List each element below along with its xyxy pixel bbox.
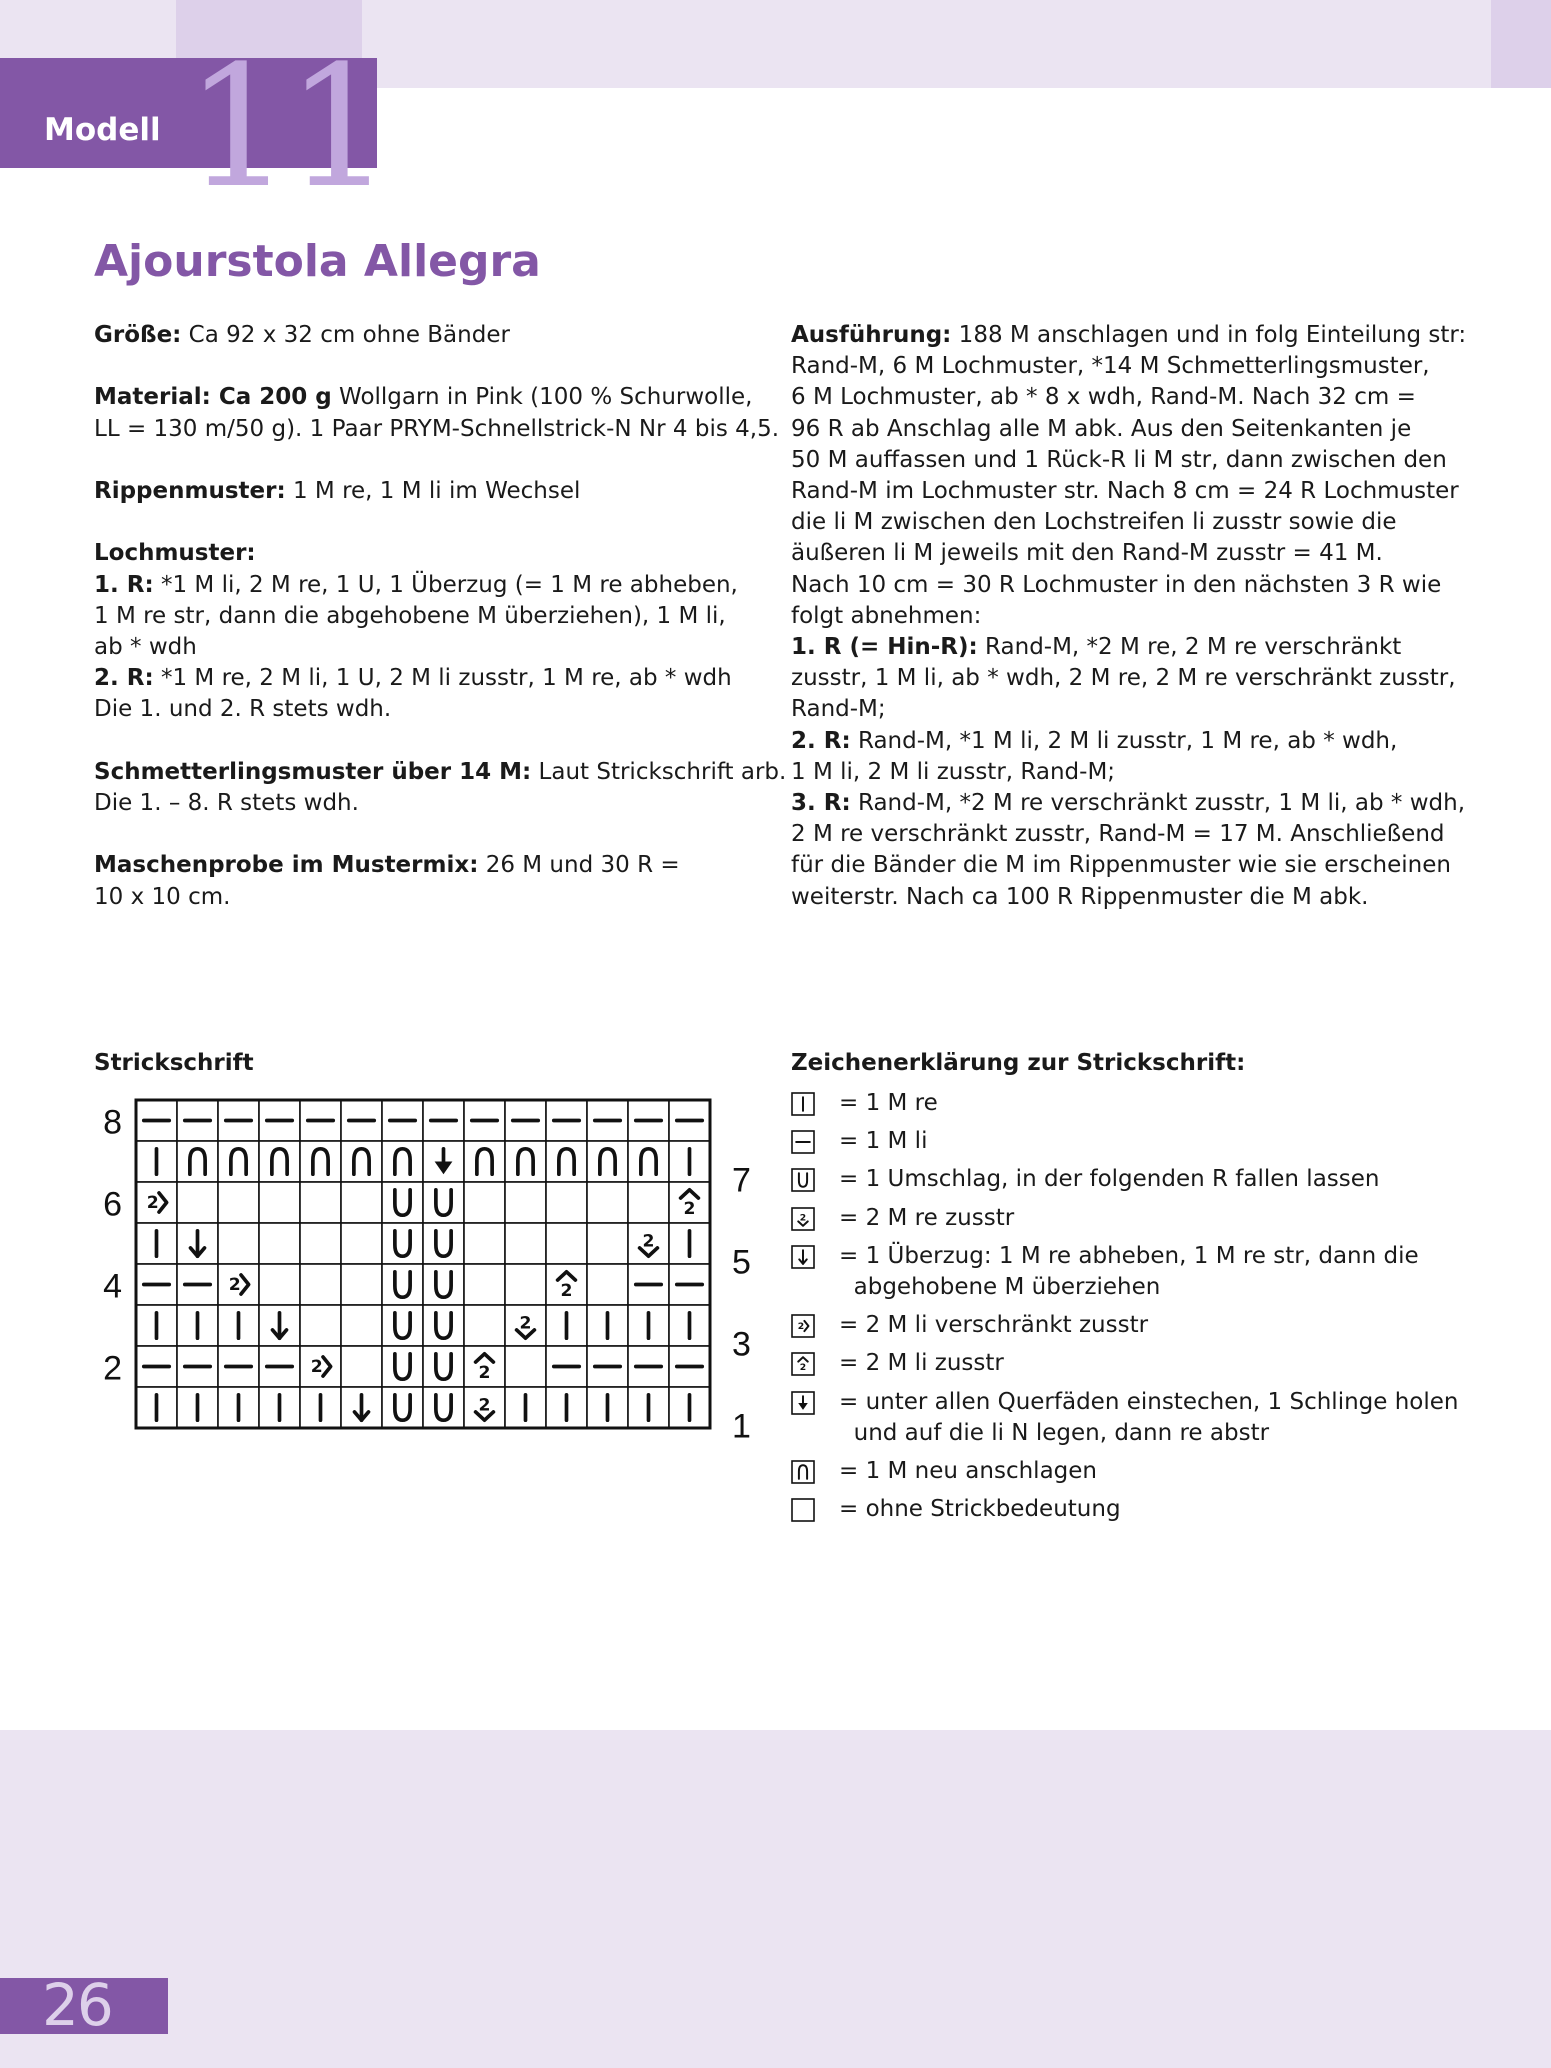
chart-cell	[259, 1182, 300, 1223]
chart-cell	[218, 1264, 259, 1305]
chart-cell	[464, 1141, 505, 1182]
chart-cell	[628, 1387, 669, 1428]
legend-symbol-icon	[791, 1207, 815, 1231]
text-run: Nach 10 cm = 30 R Lochmuster in den nächsten 3 R wie	[791, 571, 1442, 598]
text-line	[791, 726, 1466, 757]
text-run: Wollgarn in Pink (100 % Schurwolle,	[331, 384, 753, 411]
chart-cell	[505, 1141, 546, 1182]
text-line	[791, 757, 1466, 788]
text-line	[791, 663, 1466, 694]
chart-cell	[464, 1264, 505, 1305]
chart-cell	[382, 1223, 423, 1264]
text-line	[791, 632, 1466, 663]
chart-cell	[628, 1182, 669, 1223]
chart-cell	[218, 1182, 259, 1223]
bold-label: Material: Ca 200 g	[94, 384, 332, 411]
chart-cell	[136, 1182, 177, 1223]
chart-cell	[382, 1346, 423, 1387]
row-number-label: 3	[732, 1325, 751, 1364]
chart-cell	[423, 1264, 464, 1305]
legend-item	[791, 1494, 1511, 1525]
chart-cell	[300, 1387, 341, 1428]
text-run: 10 x 10 cm.	[94, 883, 231, 910]
chart-cell	[546, 1387, 587, 1428]
text-run: 2 M re verschränkt zusstr, Rand-M = 17 M. Anschließend	[791, 821, 1445, 848]
legend-item	[791, 1387, 1511, 1449]
chart-cell	[218, 1387, 259, 1428]
chart-cell	[669, 1305, 710, 1346]
chart-cell	[464, 1305, 505, 1346]
legend-symbol-icon	[791, 1391, 815, 1415]
text-line	[94, 538, 786, 569]
text-run: *1 M li, 2 M re, 1 U, 1 Überzug (= 1 M re abheben,	[153, 571, 738, 598]
chart-cell	[423, 1223, 464, 1264]
text-line	[94, 570, 786, 601]
spacer	[94, 819, 786, 850]
text-line	[791, 507, 1466, 538]
legend-title: Zeichenerklärung zur Strickschrift:	[791, 1050, 1246, 1076]
chart-cell	[300, 1346, 341, 1387]
text-line	[791, 382, 1466, 413]
row-number-label: 6	[103, 1185, 122, 1224]
chart-svg	[90, 1090, 780, 1438]
legend-text: = 2 M re zusstr	[839, 1204, 1015, 1231]
text-run: 1 M li, 2 M li zusstr, Rand-M;	[791, 758, 1116, 785]
chart-cell	[587, 1264, 628, 1305]
text-line	[94, 788, 786, 819]
chart-cell	[136, 1141, 177, 1182]
text-line	[791, 476, 1466, 507]
row-number-label: 8	[103, 1103, 122, 1142]
chart-cell	[300, 1223, 341, 1264]
text-run: ab * wdh	[94, 633, 197, 660]
chart-cell	[587, 1305, 628, 1346]
chart-cell	[587, 1182, 628, 1223]
legend-symbol-icon	[791, 1092, 815, 1116]
chart-cell	[628, 1305, 669, 1346]
text-line	[94, 476, 786, 507]
chart-cell	[587, 1387, 628, 1428]
chart-cell	[505, 1100, 546, 1141]
chart-cell	[136, 1346, 177, 1387]
chart-cell	[587, 1141, 628, 1182]
text-run: 6 M Lochmuster, ab * 8 x wdh, Rand-M. Nach 32 cm =	[791, 384, 1416, 411]
text-line	[94, 632, 786, 663]
text-line	[94, 694, 786, 725]
chart-cell	[628, 1100, 669, 1141]
page-title: Ajourstola Allegra	[94, 236, 541, 287]
chart-cell	[464, 1100, 505, 1141]
svg-text:2: 2	[797, 1321, 805, 1333]
chart-cell	[505, 1346, 546, 1387]
chart-cell	[259, 1264, 300, 1305]
text-run: 1 M re str, dann die abgehobene M überziehen), 1 M li,	[94, 602, 726, 629]
chart-cell	[341, 1100, 382, 1141]
legend-item	[791, 1164, 1511, 1195]
chart-cell	[546, 1346, 587, 1387]
text-run: 96 R ab Anschlag alle M abk. Aus den Seitenkanten je	[791, 415, 1412, 442]
text-line	[94, 382, 786, 413]
chart-cell	[300, 1141, 341, 1182]
svg-text:2: 2	[478, 1395, 491, 1416]
chart-cell	[300, 1182, 341, 1223]
legend-symbol-icon	[791, 1498, 815, 1522]
chart-cell	[505, 1223, 546, 1264]
legend-text: = unter allen Querfäden einstechen, 1 Schlinge holen und auf die li N legen, dann re abstr	[839, 1388, 1459, 1446]
row-number-label: 1	[732, 1407, 751, 1438]
chart-cell	[505, 1305, 546, 1346]
spacer	[94, 445, 786, 476]
chart-cell	[669, 1182, 710, 1223]
chart-cell	[341, 1305, 382, 1346]
chart-cell	[341, 1182, 382, 1223]
legend-item	[791, 1126, 1511, 1157]
text-line	[791, 788, 1466, 819]
text-run: 188 M anschlagen und in folg Einteilung str:	[951, 322, 1467, 348]
legend-symbol-icon	[791, 1352, 815, 1376]
knitting-chart	[90, 1090, 780, 1442]
chart-cell	[300, 1305, 341, 1346]
chart-cell	[218, 1100, 259, 1141]
svg-text:2: 2	[228, 1275, 241, 1296]
spacer	[94, 351, 786, 382]
text-run: die li M zwischen den Lochstreifen li zusstr sowie die	[791, 509, 1397, 536]
text-run: Rand-M, 6 M Lochmuster, *14 M Schmetterlingsmuster,	[791, 353, 1430, 380]
chart-cell	[218, 1305, 259, 1346]
chart-cell	[218, 1223, 259, 1264]
chart-cell	[341, 1346, 382, 1387]
text-run: zusstr, 1 M li, ab * wdh, 2 M re, 2 M re verschränkt zusstr,	[791, 665, 1456, 692]
instructions-left-column	[94, 320, 786, 913]
chart-cell	[177, 1100, 218, 1141]
bold-label: Lochmuster:	[94, 540, 256, 567]
legend-symbol-icon	[791, 1168, 815, 1192]
text-run: weiterstr. Nach ca 100 R Rippenmuster die M abk.	[791, 883, 1369, 910]
chart-cell	[341, 1264, 382, 1305]
text-run: für die Bänder die M im Rippenmuster wie sie erscheinen	[791, 852, 1451, 879]
legend-item	[791, 1456, 1511, 1487]
bold-label: Maschenprobe im Mustermix:	[94, 852, 479, 879]
text-run: 26 M und 30 R =	[478, 852, 680, 879]
chart-cell	[382, 1141, 423, 1182]
chart-cell	[177, 1305, 218, 1346]
chart-cell	[136, 1305, 177, 1346]
top-band-right-accent	[1491, 0, 1551, 88]
chart-cell	[464, 1387, 505, 1428]
chart-cell	[669, 1100, 710, 1141]
chart-cell	[259, 1141, 300, 1182]
chart-cell	[505, 1387, 546, 1428]
bold-label: 2. R:	[791, 727, 851, 754]
legend-text: = 2 M li zusstr	[839, 1350, 1004, 1377]
text-line	[791, 538, 1466, 569]
chart-cell	[423, 1182, 464, 1223]
chart-cell	[382, 1182, 423, 1223]
chart-cell	[628, 1346, 669, 1387]
chart-cell	[546, 1223, 587, 1264]
text-run: Rand-M im Lochmuster str. Nach 8 cm = 24 R Lochmuster	[791, 478, 1459, 505]
chart-cell	[177, 1182, 218, 1223]
chart-cell	[423, 1141, 464, 1182]
legend-text: = ohne Strickbedeutung	[839, 1496, 1121, 1523]
chart-cell	[669, 1346, 710, 1387]
text-line	[94, 663, 786, 694]
text-run: 50 M auffassen und 1 Rück-R li M str, dann zwischen den	[791, 446, 1447, 473]
svg-text:2: 2	[560, 1280, 573, 1301]
svg-text:2: 2	[799, 1362, 807, 1374]
chart-cell	[218, 1346, 259, 1387]
chart-cell	[423, 1346, 464, 1387]
text-run: Die 1. und 2. R stets wdh.	[94, 696, 392, 723]
svg-text:2: 2	[642, 1231, 655, 1252]
legend-symbol-icon	[791, 1314, 815, 1338]
bold-label: 1. R (= Hin-R):	[791, 634, 978, 661]
chart-cell	[136, 1100, 177, 1141]
chart-cell	[259, 1305, 300, 1346]
legend-text: = 1 M neu anschlagen	[839, 1458, 1097, 1485]
text-run: 1 M re, 1 M li im Wechsel	[285, 477, 581, 504]
bold-label: 3. R:	[791, 790, 851, 817]
chart-cell	[628, 1223, 669, 1264]
chart-cell	[587, 1100, 628, 1141]
chart-cell	[464, 1182, 505, 1223]
legend-text: = 1 M li	[839, 1128, 928, 1155]
text-run: Rand-M;	[791, 696, 886, 723]
chart-cell	[505, 1264, 546, 1305]
text-run: Rand-M, *2 M re verschränkt zusstr, 1 M li, ab * wdh,	[850, 790, 1466, 817]
chart-cell	[177, 1346, 218, 1387]
text-line	[791, 850, 1466, 881]
chart-cell	[136, 1264, 177, 1305]
legend-symbol-icon	[791, 1245, 815, 1269]
chart-cell	[546, 1264, 587, 1305]
svg-text:2: 2	[310, 1357, 323, 1378]
text-line	[791, 445, 1466, 476]
text-run: folgt abnehmen:	[791, 602, 982, 629]
bold-label: 1. R:	[94, 571, 154, 598]
svg-text:2: 2	[146, 1193, 159, 1214]
chart-cell	[587, 1346, 628, 1387]
legend-text: = 2 M li verschränkt zusstr	[839, 1312, 1149, 1339]
chart-cell	[382, 1100, 423, 1141]
text-line	[791, 570, 1466, 601]
chart-cell	[587, 1223, 628, 1264]
legend-symbol-icon	[791, 1460, 815, 1484]
chart-cell	[669, 1223, 710, 1264]
text-line	[94, 414, 786, 445]
chart-cell	[669, 1141, 710, 1182]
chart-cell	[177, 1387, 218, 1428]
chart-cell	[259, 1346, 300, 1387]
chart-cell	[136, 1387, 177, 1428]
chart-cell	[341, 1141, 382, 1182]
chart-cell	[382, 1387, 423, 1428]
chart-cell	[423, 1100, 464, 1141]
legend-item	[791, 1203, 1511, 1234]
row-number-label: 4	[103, 1267, 122, 1306]
chart-cell	[628, 1141, 669, 1182]
text-run: Laut Strickschrift arb.	[531, 758, 787, 785]
chart-cell	[259, 1100, 300, 1141]
chart-cell	[177, 1141, 218, 1182]
text-run: Rand-M, *2 M re, 2 M re verschränkt	[977, 634, 1402, 661]
text-run: *1 M re, 2 M li, 1 U, 2 M li zusstr, 1 M re, ab * wdh	[153, 665, 732, 692]
text-line	[94, 320, 786, 351]
chart-cell	[259, 1223, 300, 1264]
row-number-label: 5	[732, 1243, 751, 1282]
text-run: Die 1. – 8. R stets wdh.	[94, 789, 359, 816]
text-run: Rand-M, *1 M li, 2 M li zusstr, 1 M re, ab * wdh,	[850, 727, 1398, 754]
text-run: äußeren li M jeweils mit den Rand-M zusstr = 41 M.	[791, 540, 1383, 567]
chart-cell	[382, 1264, 423, 1305]
symbol-legend	[791, 1088, 1511, 1532]
bottom-band	[0, 1730, 1551, 2068]
text-line	[791, 694, 1466, 725]
chart-cell	[546, 1305, 587, 1346]
spacer	[94, 507, 786, 538]
chart-cell	[464, 1346, 505, 1387]
legend-item	[791, 1348, 1511, 1379]
text-run: LL = 130 m/50 g). 1 Paar PRYM-Schnellstrick-N Nr 4 bis 4,5.	[94, 415, 780, 442]
bold-label: Rippenmuster:	[94, 477, 286, 504]
text-line	[94, 882, 786, 913]
spacer	[94, 726, 786, 757]
legend-text: = 1 Umschlag, in der folgenden R fallen lassen	[839, 1166, 1380, 1193]
chart-cell	[546, 1182, 587, 1223]
legend-item	[791, 1088, 1511, 1119]
text-line	[94, 601, 786, 632]
chart-cell	[546, 1100, 587, 1141]
bold-label: Größe:	[94, 322, 182, 348]
chart-cell	[177, 1223, 218, 1264]
legend-text: = 1 M re	[839, 1090, 938, 1116]
svg-text:2: 2	[519, 1313, 532, 1334]
chart-cell	[423, 1305, 464, 1346]
chart-cell	[341, 1387, 382, 1428]
text-line	[94, 850, 786, 881]
legend-text: = 1 Überzug: 1 M re abheben, 1 M re str, dann die abgehobene M überziehen	[839, 1242, 1419, 1301]
text-line	[791, 882, 1466, 913]
chart-cell	[505, 1182, 546, 1223]
text-line	[94, 757, 786, 788]
svg-text:2: 2	[478, 1362, 491, 1383]
chart-cell	[669, 1264, 710, 1305]
bold-label: 2. R:	[94, 665, 154, 692]
bold-label: Schmetterlingsmuster über 14 M:	[94, 758, 532, 785]
legend-item	[791, 1241, 1511, 1303]
row-number-label: 2	[103, 1349, 122, 1388]
chart-cell	[669, 1387, 710, 1428]
text-run: Ca 92 x 32 cm ohne Bänder	[181, 322, 510, 348]
chart-cell	[300, 1264, 341, 1305]
legend-item	[791, 1310, 1511, 1341]
text-line	[791, 351, 1466, 382]
chart-cell	[218, 1141, 259, 1182]
chart-cell	[423, 1387, 464, 1428]
svg-text:2: 2	[799, 1212, 807, 1224]
chart-cell	[259, 1387, 300, 1428]
chart-cell	[382, 1305, 423, 1346]
instructions-right-column	[791, 320, 1466, 913]
text-line	[791, 601, 1466, 632]
chart-cell	[628, 1264, 669, 1305]
chart-cell	[341, 1223, 382, 1264]
svg-text:2: 2	[683, 1198, 696, 1219]
legend-symbol-icon	[791, 1130, 815, 1154]
row-number-label: 7	[732, 1161, 751, 1200]
chart-cell	[546, 1141, 587, 1182]
chart-cell	[177, 1264, 218, 1305]
text-line	[791, 414, 1466, 445]
chart-cell	[136, 1223, 177, 1264]
chart-cell	[300, 1100, 341, 1141]
chart-cell	[464, 1223, 505, 1264]
text-line	[791, 819, 1466, 850]
page-number: 26	[42, 1971, 112, 2039]
bold-label: Ausführung:	[791, 322, 952, 348]
chart-title: Strickschrift	[94, 1050, 254, 1076]
text-line	[791, 320, 1466, 351]
model-label: Modell	[44, 112, 161, 148]
model-number: 11	[185, 29, 387, 225]
